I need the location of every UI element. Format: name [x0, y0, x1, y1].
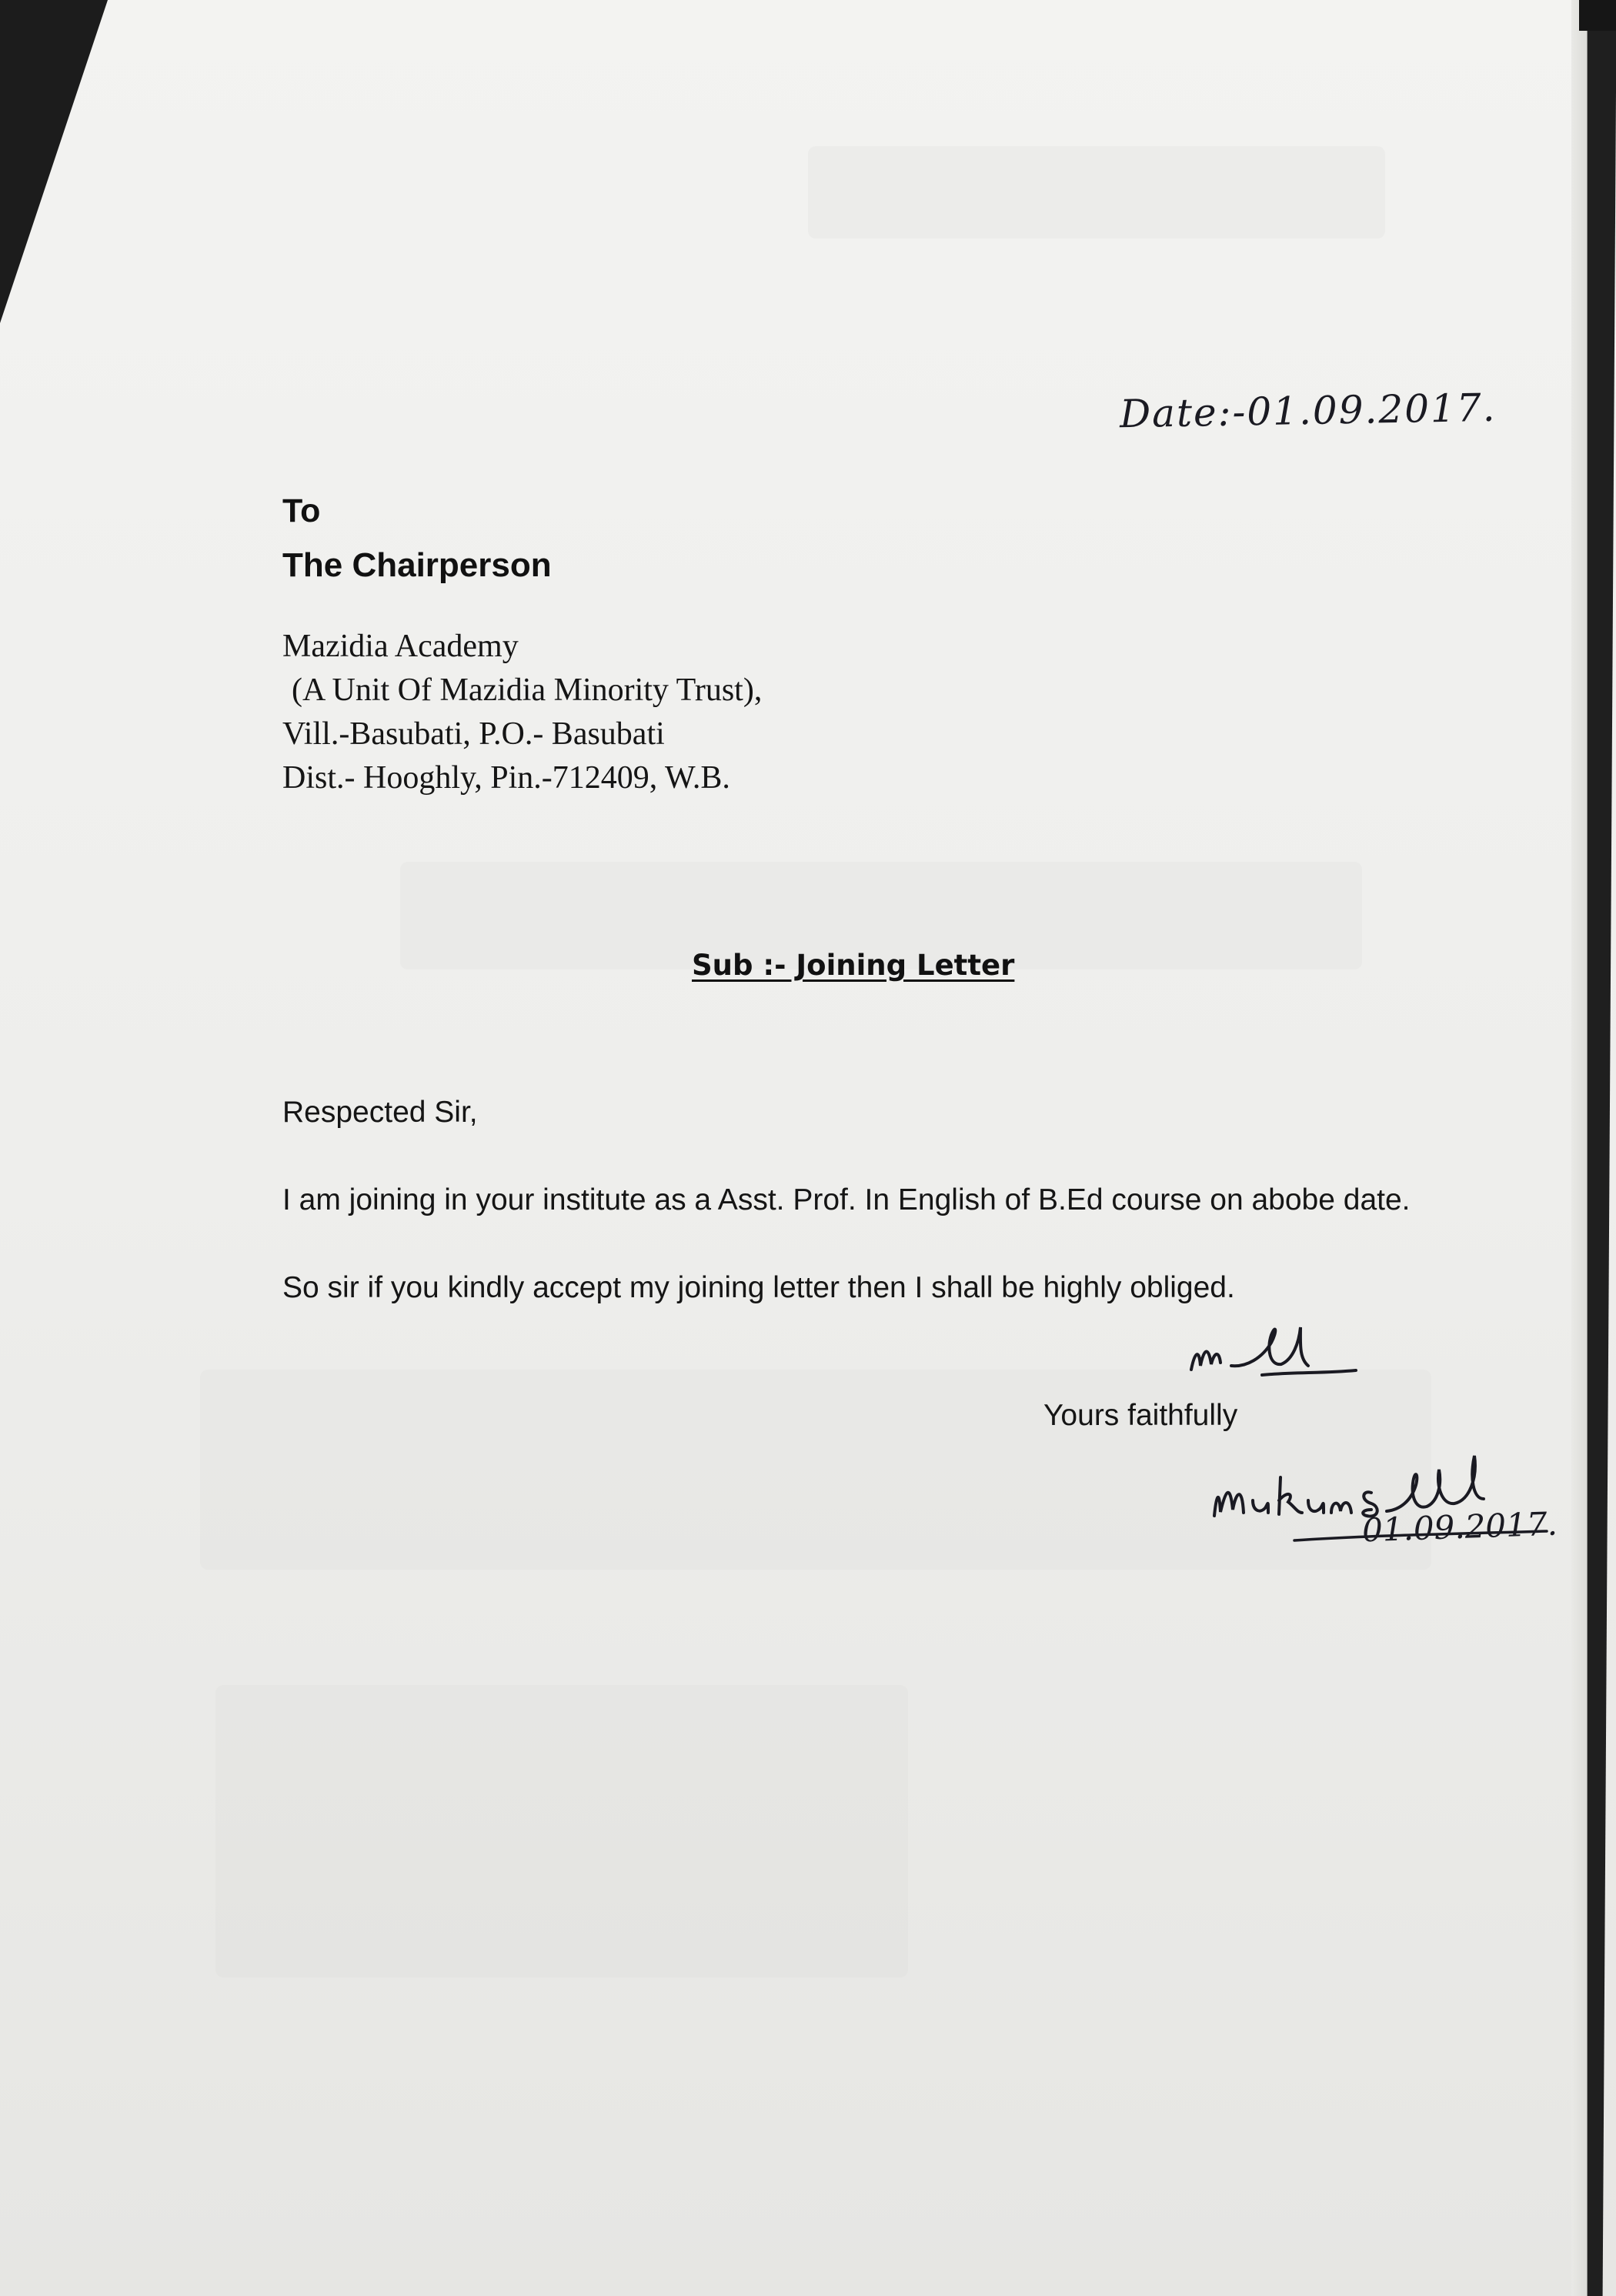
address-line: Dist.- Hooghly, Pin.-712409, W.B.: [282, 760, 730, 796]
address-line: Mazidia Academy: [282, 629, 519, 664]
address-line: (A Unit Of Mazidia Minority Trust),: [292, 672, 763, 708]
body-paragraph: I am joining in your institute as a Asst. Prof. In English of B.Ed course on abobe date.: [282, 1183, 1411, 1216]
photo-background-corner: [0, 0, 108, 323]
subject-line: Sub :- Joining Letter: [692, 949, 1015, 982]
closing: Yours faithfully: [1043, 1399, 1238, 1432]
signature-date: 01.09.2017.: [1361, 1504, 1558, 1550]
photo-background-edge: [1571, 0, 1616, 2296]
address-line: Vill.-Basubati, P.O.- Basubati: [282, 716, 665, 752]
handwritten-date: Date:-01.09.2017.: [1119, 385, 1497, 437]
salutation: Respected Sir,: [282, 1096, 478, 1129]
body-paragraph: So sir if you kindly accept my joining letter then I shall be highly obliged.: [282, 1271, 1235, 1304]
recipient-title: The Chairperson: [282, 546, 552, 584]
photo-background-edge-top: [1579, 0, 1616, 31]
to-label: To: [282, 492, 321, 529]
recipient-address: [282, 625, 762, 800]
initials-signature: [1185, 1312, 1362, 1381]
